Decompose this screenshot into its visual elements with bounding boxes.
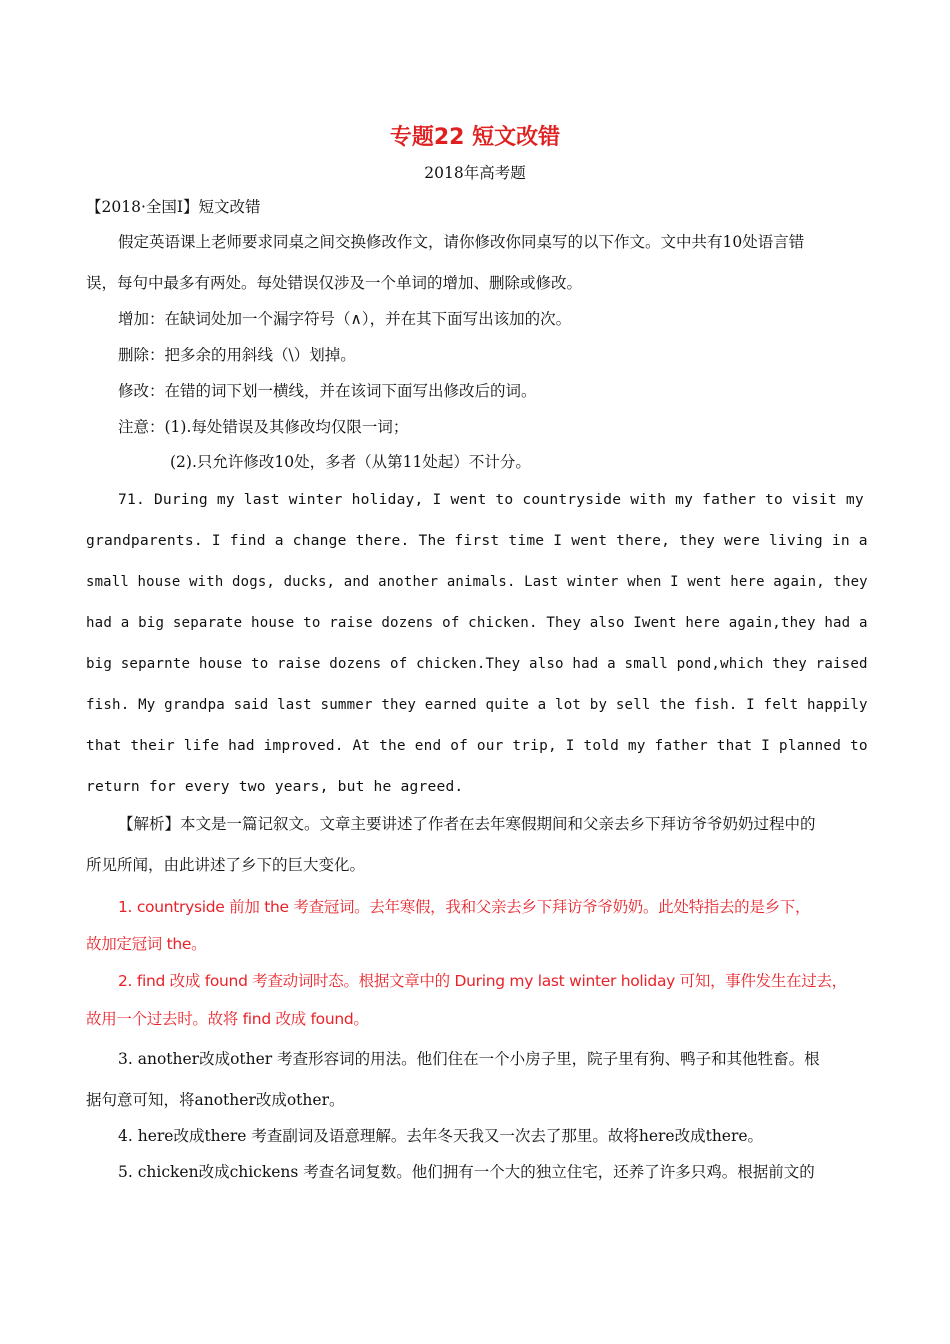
- answer-5: 5. chicken改成chickens 考查名词复数。他们拥有一个大的独立住宅，还养了许多只鸡。根据前文的: [118, 1163, 815, 1181]
- passage-line: fish. My grandpa said last summer they earned quite a lot by sell the fish. I felt happily: [86, 696, 868, 713]
- answer-3-line1: 3. another改成other 考查形容词的用法。他们住在一个小房子里，院子里有狗、鸭子和其他牲畜。根: [118, 1050, 820, 1068]
- answer-1-line1: 1. countryside 前加 the 考查冠词。去年寒假，我和父亲去乡下拜访爷爷奶奶。此处特指去的是乡下，: [118, 898, 811, 916]
- passage-line: grandparents. I find a change there. The first time I went there, they were living in a: [86, 532, 868, 549]
- instruction-delete: 删除：把多余的用斜线（\）划掉。: [118, 346, 356, 364]
- analysis-line1: 【解析】本文是一篇记叙文。文章主要讲述了作者在去年寒假期间和父亲去乡下拜访爷爷奶奶过程中的: [118, 815, 816, 833]
- analysis-line2: 所见所闻，由此讲述了乡下的巨大变化。: [86, 856, 366, 874]
- passage-line: return for every two years, but he agreed.: [86, 778, 464, 795]
- passage-line: big separnte house to raise dozens of chicken.They also had a small pond,which they raised: [86, 655, 868, 672]
- passage-line: that their life had improved. At the end of our trip, I told my father that I planned to: [86, 737, 868, 754]
- instruction-note2: (2).只允许修改10处，多者（从第11处起）不计分。: [170, 453, 531, 471]
- instruction-intro-line1: 假定英语课上老师要求同桌之间交换修改作文，请你修改你同桌写的以下作文。文中共有10处语言错: [118, 233, 805, 251]
- instruction-intro-line2: 误，每句中最多有两处。每处错误仅涉及一个单词的增加、删除或修改。: [86, 274, 583, 292]
- passage-line: small house with dogs, ducks, and another animals. Last winter when I went here again, they: [86, 573, 868, 590]
- answer-1-line2: 故加定冠词 the。: [86, 935, 207, 953]
- passage-line: had a big separate house to raise dozens of chicken. They also Iwent here again,they had a: [86, 614, 868, 631]
- page-subtitle: 2018年高考题: [424, 164, 526, 182]
- instruction-add: 增加：在缺词处加一个漏字符号（∧），并在其下面写出该加的次。: [118, 310, 572, 328]
- instruction-modify: 修改：在错的词下划一横线，并在该词下面写出修改后的词。: [118, 382, 537, 400]
- instruction-note1: 注意：(1).每处错误及其修改均仅限一词；: [118, 418, 409, 436]
- answer-4: 4. here改成there 考查副词及语意理解。去年冬天我又一次去了那里。故将here改成there。: [118, 1127, 764, 1145]
- answer-2-line1: 2. find 改成 found 考查动词时态。根据文章中的 During my last winter holiday 可知，事件发生在过去，: [118, 972, 847, 990]
- section-label: 【2018·全国I】短文改错: [86, 198, 261, 216]
- answer-2-line2: 故用一个过去时。故将 find 改成 found。: [86, 1010, 369, 1028]
- passage-line: 71. During my last winter holiday, I went to countryside with my father to visit my: [118, 491, 864, 508]
- answer-3-line2: 据句意可知，将another改成other。: [86, 1091, 345, 1109]
- page-title: 专题22 短文改错: [389, 125, 561, 150]
